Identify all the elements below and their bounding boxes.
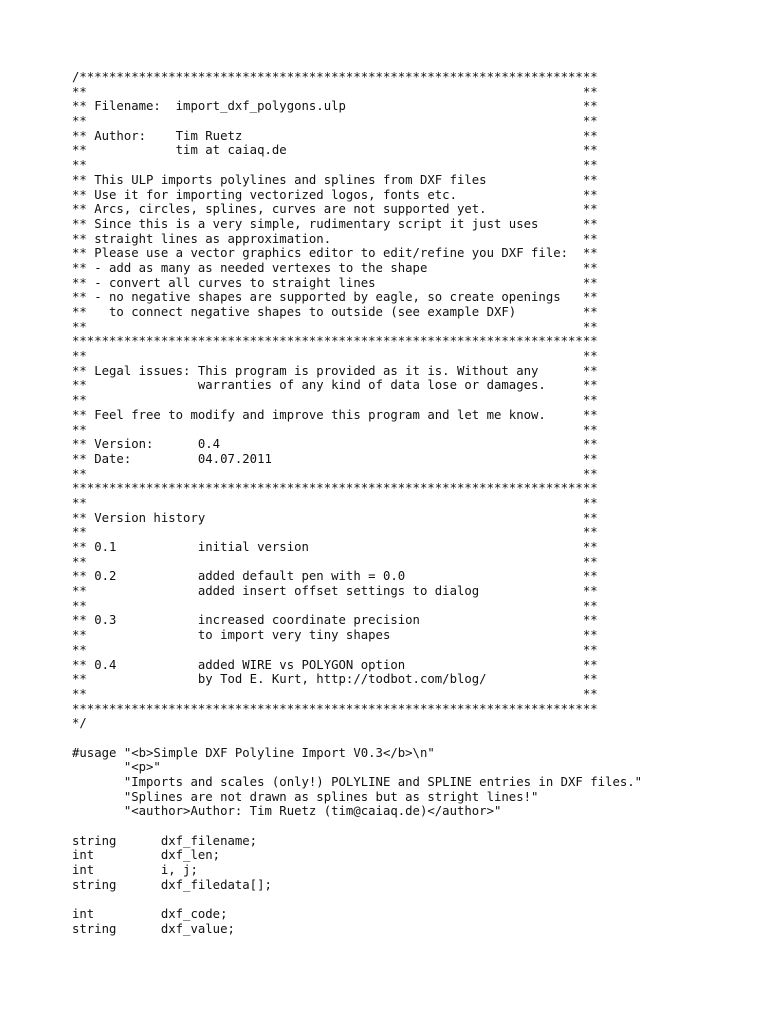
code-line: */ <box>72 716 87 731</box>
code-line: int dxf_code; <box>72 907 228 922</box>
code-line: ** added insert offset settings to dialog ** <box>72 584 598 599</box>
code-line: "<author>Author: Tim Ruetz (tim@caiaq.de)</author>" <box>72 804 502 819</box>
code-line: int i, j; <box>72 863 198 878</box>
code-line: ** ** <box>72 422 598 437</box>
code-line: /********************************************************************** <box>72 70 598 84</box>
source-code-listing <box>72 70 642 937</box>
code-line: ** ** <box>72 158 598 173</box>
code-line: ** - no negative shapes are supported by eagle, so create openings ** <box>72 290 598 305</box>
code-line: ** Author: Tim Ruetz ** <box>72 128 598 143</box>
code-line: ** Please use a vector graphics editor to edit/refine you DXF file: ** <box>72 246 598 261</box>
code-line: ** ** <box>72 114 598 129</box>
code-line: ** ** <box>72 319 598 334</box>
code-line: #usage "<b>Simple DXF Polyline Import V0.3</b>\n" <box>72 745 435 760</box>
code-line: ** Since this is a very simple, rudimentary script it just uses ** <box>72 216 598 231</box>
code-line: ** to import very tiny shapes ** <box>72 628 598 643</box>
code-line: ** 0.4 added WIRE vs POLYGON option ** <box>72 657 598 672</box>
code-line: ** Version history ** <box>72 510 598 525</box>
code-line: *********************************************************************** <box>72 481 598 496</box>
code-line <box>72 731 642 746</box>
code-line: ** ** <box>72 495 598 510</box>
code-line: "Imports and scales (only!) POLYLINE and SPLINE entries in DXF files." <box>72 775 643 789</box>
code-line: ** tim at caiaq.de ** <box>72 143 598 158</box>
code-line: ** Legal issues: This program is provided as it is. Without any ** <box>72 363 598 378</box>
code-line: ** This ULP imports polylines and splines from DXF files ** <box>72 172 598 187</box>
code-line: ** ** <box>72 349 598 364</box>
code-line: ** 0.3 increased coordinate precision ** <box>72 613 598 628</box>
code-line: ** 0.2 added default pen with = 0.0 ** <box>72 569 598 584</box>
code-line: ** Arcs, circles, splines, curves are not supported yet. ** <box>72 202 598 217</box>
code-line: ** ** <box>72 84 598 99</box>
code-line: ** Date: 04.07.2011 ** <box>72 451 598 466</box>
code-line: string dxf_filename; <box>72 833 258 848</box>
code-line: ** by Tod E. Kurt, http://todbot.com/blog/ ** <box>72 672 598 687</box>
code-line: ** Filename: import_dxf_polygons.ulp ** <box>72 99 598 114</box>
code-line: ** ** <box>72 466 598 481</box>
code-line: ** - add as many as needed vertexes to the shape ** <box>72 260 598 275</box>
code-line: ** 0.1 initial version ** <box>72 540 598 554</box>
code-line: ** ** <box>72 642 598 657</box>
code-line: ** ** <box>72 598 598 613</box>
code-line: *********************************************************************** <box>72 701 598 716</box>
code-line: int dxf_len; <box>72 848 221 863</box>
code-line: ** warranties of any kind of data lose or damages. ** <box>72 378 598 393</box>
code-line: ** Version: 0.4 ** <box>72 437 598 452</box>
code-line: ** to connect negative shapes to outside (see example DXF) ** <box>72 305 598 319</box>
code-line: ** Use it for importing vectorized logos, fonts etc. ** <box>72 187 598 202</box>
code-line: ** ** <box>72 554 598 569</box>
code-line: "Splines are not drawn as splines but as stright lines!" <box>72 789 539 804</box>
code-line <box>72 819 642 834</box>
code-line: string dxf_value; <box>72 921 235 936</box>
code-line: *********************************************************************** <box>72 334 598 349</box>
code-line: string dxf_filedata[]; <box>72 877 272 892</box>
code-line: ** - convert all curves to straight lines ** <box>72 275 598 290</box>
code-line: "<p>" <box>72 760 161 775</box>
code-line: ** straight lines as approximation. ** <box>72 231 598 246</box>
code-line <box>72 893 642 908</box>
code-line: ** Feel free to modify and improve this program and let me know. ** <box>72 407 598 422</box>
code-line: ** ** <box>72 525 598 540</box>
code-line: ** ** <box>72 393 598 408</box>
code-line: ** ** <box>72 686 598 701</box>
